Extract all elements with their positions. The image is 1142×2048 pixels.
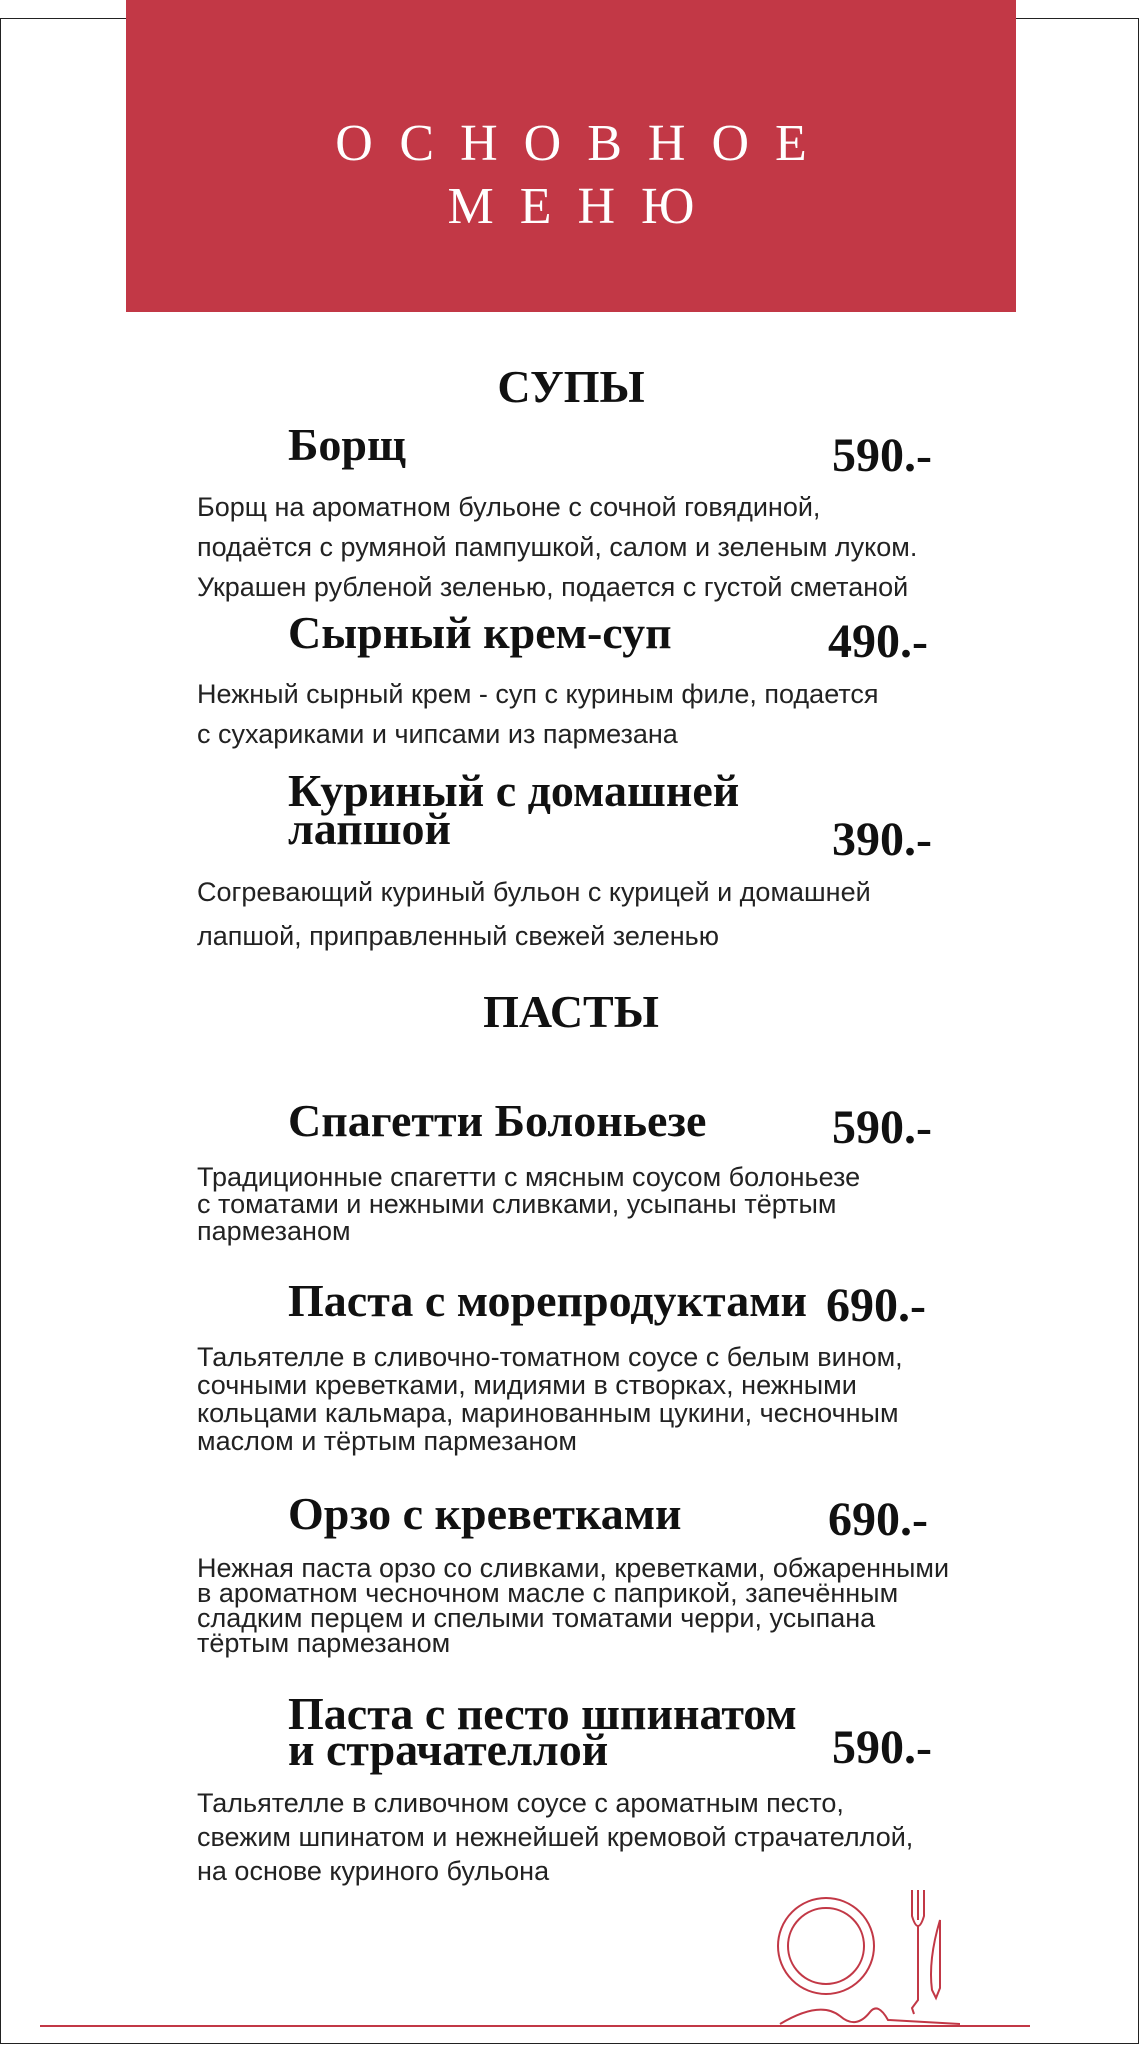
menu-title-line2: МЕНЮ: [447, 178, 721, 235]
plate-cutlery-icon: [760, 1880, 960, 2030]
dish-name: Куриный с домашней лапшой: [288, 765, 740, 854]
menu-banner: [126, 0, 1016, 312]
dish-description: Нежный сырный крем - суп с куриным филе, подается с сухариками и чипсами из пармезана: [197, 679, 879, 749]
menu-title-line1: ОСНОВНОЕ: [335, 114, 833, 172]
dish-description: Согревающий куриный бульон с курицей и домашней лапшой, приправленный свежей зеленью: [197, 877, 871, 951]
dish-name: Борщ: [288, 419, 406, 470]
dish-price: 690.-: [828, 1493, 928, 1546]
dish-description: Борщ на ароматном бульоне с сочной говядиной, подаётся с румяной пампушкой, салом и зеленым луком. Украшен рубленой зеленью, подается с густой сметаной: [197, 492, 918, 602]
dish-price: 590.-: [832, 429, 932, 482]
section-title-soups: СУПЫ: [497, 361, 645, 412]
dish-name: Паста с морепродуктами: [288, 1275, 808, 1326]
dish-price: 490.-: [828, 615, 928, 668]
dish-description: Традиционные спагетти с мясным соусом болоньезе с томатами и нежными сливками, усыпаны тёртым пармезаном: [197, 1162, 861, 1246]
dish-name: Орзо с креветками: [288, 1488, 682, 1539]
dish-price: 590.-: [832, 1721, 932, 1774]
dish-name: Сырный крем-суп: [288, 607, 672, 658]
dish-price: 690.-: [826, 1279, 926, 1332]
dish-name: Паста с песто шпинатом и страчателлой: [288, 1688, 797, 1775]
dish-description: Нежная паста орзо со сливками, креветками, обжаренными в ароматном чесночном масле с паприкой, запечённым сладким перцем и спелыми томатами черри, усыпана тёртым пармезаном: [197, 1553, 950, 1658]
dish-price: 390.-: [832, 813, 932, 866]
dish-name: Спагетти Болоньезе: [288, 1095, 707, 1146]
section-title-pastas: ПАСТЫ: [483, 986, 659, 1037]
dish-description: Тальятелле в сливочно-томатном соусе с белым вином, сочными креветками, мидиями в створках, нежными кольцами кальмара, маринованным цукини, чесночным маслом и тёртым пармезаном: [197, 1342, 903, 1456]
bottom-divider: [40, 2025, 1030, 2027]
dish-price: 590.-: [832, 1101, 932, 1154]
dish-description: Тальятелле в сливочном соусе с ароматным песто, свежим шпинатом и нежнейшей кремовой страчателлой, на основе куриного бульона: [197, 1788, 914, 1886]
